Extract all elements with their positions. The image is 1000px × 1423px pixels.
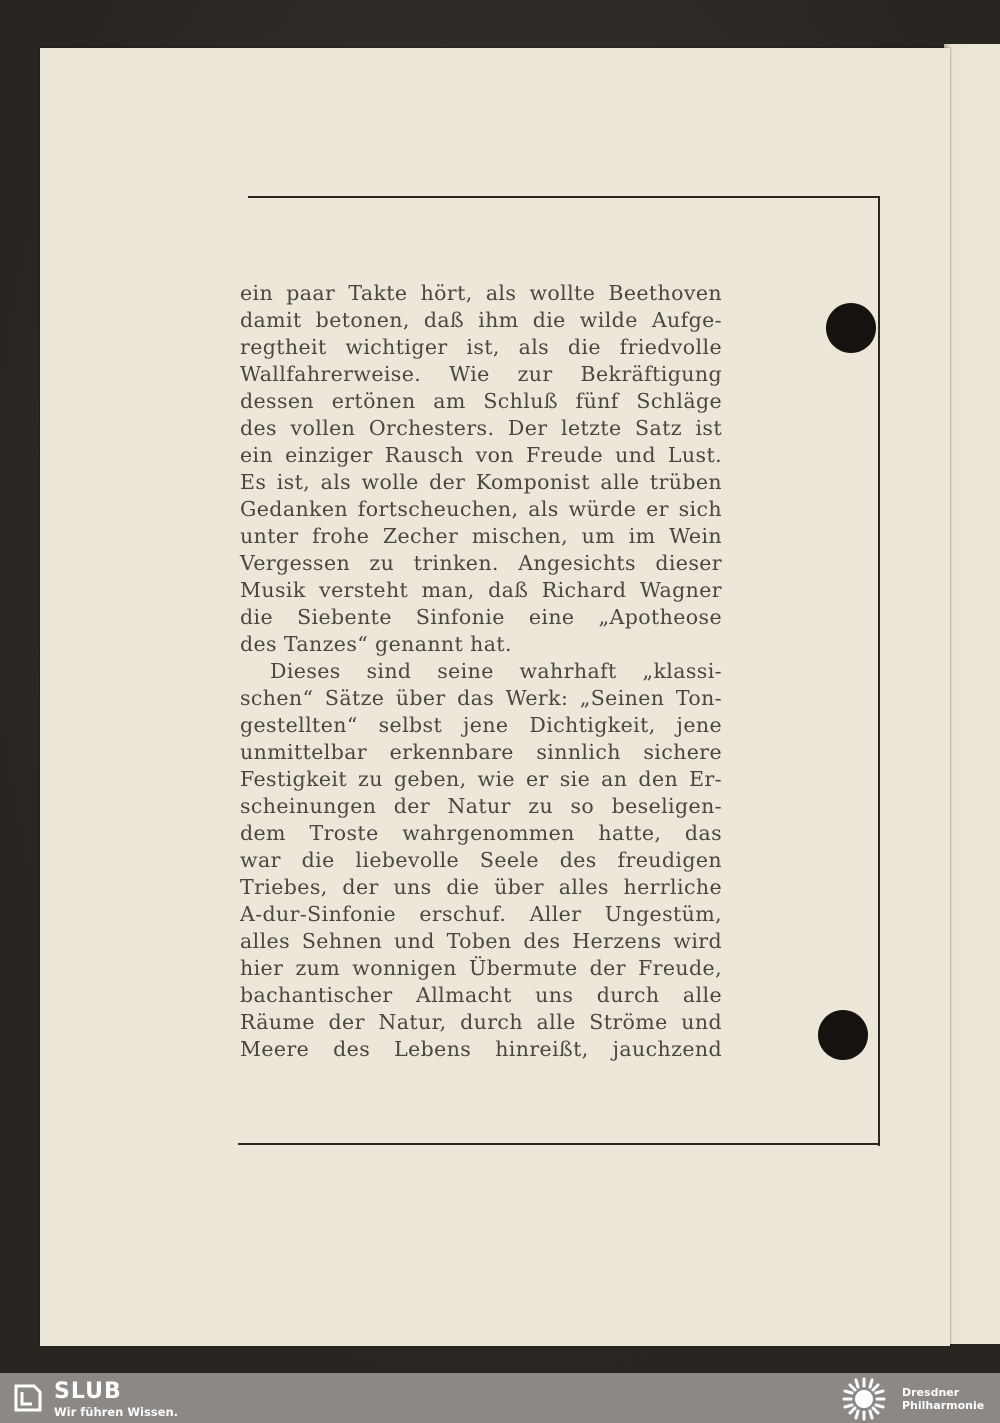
text-line: regtheit wichtiger ist, als die friedvolle [240,335,722,359]
slub-title[interactable]: SLUB [54,1379,122,1404]
footer-bar [0,1373,1000,1423]
text-line: die Siebente Sinfonie eine „Apotheose [240,605,722,629]
punch-hole [818,1010,868,1060]
text-line: Dieses sind seine wahrhaft „klassi- [270,659,722,683]
text-line: damit betonen, daß ihm die wilde Aufge- [240,308,722,332]
text-line: alles Sehnen und Toben des Herzens wird [240,929,722,953]
philharmonie-logo-icon[interactable] [842,1377,886,1421]
punch-hole [826,303,876,353]
text-line: dessen ertönen am Schluß fünf Schläge [240,389,722,413]
text-line: Musik versteht man, daß Richard Wagner [240,578,722,602]
text-line: ein paar Takte hört, als wollte Beethoven [240,281,722,305]
text-line: war die liebevolle Seele des freudigen [240,848,722,872]
philharmonie-name-line1: Dresdner [902,1386,960,1399]
text-line: Festigkeit zu geben, wie er sie an den Er- [240,767,722,791]
philharmonie-name[interactable] [902,1386,984,1412]
text-line: Es ist, als wolle der Komponist alle trüben [240,470,722,494]
text-line: unmittelbar erkennbare sinnlich sichere [240,740,722,764]
text-line: Wallfahrerweise. Wie zur Bekräftigung [240,362,722,386]
frame-rule-right [878,196,880,1146]
body-text [240,280,722,1063]
slub-logo-icon[interactable] [12,1382,42,1414]
text-line: Meere des Lebens hinreißt, jauchzend [240,1037,722,1061]
text-line: Vergessen zu trinken. Angesichts dieser [240,551,722,575]
text-line: des vollen Orchesters. Der letzte Satz ist [240,416,722,440]
slub-tagline: Wir führen Wissen. [54,1405,179,1419]
frame-rule-bottom [238,1143,880,1145]
text-line: Räume der Natur, durch alle Ströme und [240,1010,722,1034]
text-line: schen“ Sätze über das Werk: „Seinen Ton- [240,686,722,710]
text-line: unter frohe Zecher mischen, um im Wein [240,524,722,548]
philharmonie-name-line2: Philharmonie [902,1399,985,1412]
text-line: dem Troste wahrgenommen hatte, das [240,821,722,845]
text-line: hier zum wonnigen Übermute der Freude, [240,956,722,980]
text-line: Gedanken fortscheuchen, als würde er sich [240,497,722,521]
adjacent-page-edge [944,44,1000,1344]
text-line: scheinungen der Natur zu so beseligen- [240,794,722,818]
text-line: ein einziger Rausch von Freude und Lust. [240,443,722,467]
text-line: bachantischer Allmacht uns durch alle [240,983,722,1007]
text-line: Triebes, der uns die über alles herrliche [240,875,722,899]
frame-rule-top [248,196,880,198]
text-line: A-dur-Sinfonie erschuf. Aller Ungestüm, [240,902,722,926]
text-line: des Tanzes“ genannt hat. [240,632,512,656]
text-line: gestellten“ selbst jene Dichtigkeit, jene [240,713,722,737]
